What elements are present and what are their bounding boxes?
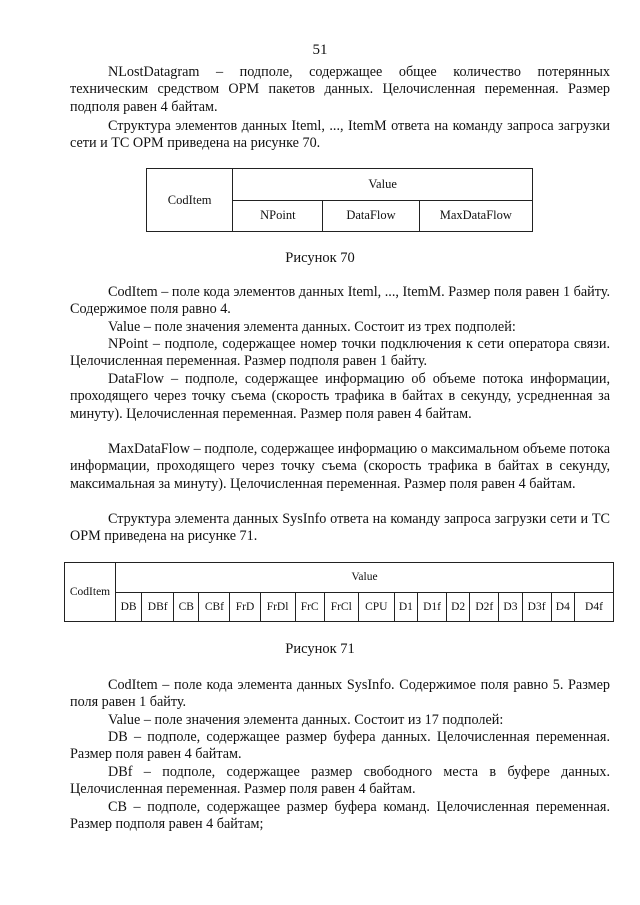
paragraph-structure-70: Структура элементов данных Iteml, ..., ItemM ответа на команду запроса загрузки сети и ТС ОРМ приведена на рисунке 70. (70, 118, 610, 152)
d4f-cell: D4f (575, 592, 614, 622)
frcl-cell: FrCl (324, 592, 358, 622)
paragraph-db: DB – подполе, содержащее размер буфера данных. Целочисленная переменная. Размер поля равен 4 байтам. (70, 729, 610, 763)
db-cell: DB (116, 592, 142, 622)
frc-cell: FrC (295, 592, 324, 622)
paragraph-cb: СВ – подполе, содержащее размер буфера команд. Целочисленная переменная. Размер подполя равен 4 байтам; (70, 799, 610, 833)
d1-cell: D1 (394, 592, 417, 622)
page-number: 51 (312, 42, 328, 58)
cb-cell: CB (174, 592, 199, 622)
d2f-cell: D2f (470, 592, 499, 622)
coditem-cell: CodItem (65, 563, 116, 622)
paragraph-value-71: Value – поле значения элемента данных. Состоит из 17 подполей: (108, 712, 504, 728)
paragraph-dataflow: DataFlow – подполе, содержащее информацию об объеме потока информации, проходящего через точку съема (скорость трафика в байтах в секунду, усредненная за минуту). Целочисленная переменная. Размер поля равен 4 байтам. (70, 371, 610, 422)
d1f-cell: D1f (417, 592, 446, 622)
frd-cell: FrD (230, 592, 260, 622)
paragraph-coditem-70: CodItem – поле кода элементов данных Iteml, ..., ItemM. Размер поля равен 1 байту. Содержимое поля равно 4. (70, 284, 610, 318)
figure-70-caption: Рисунок 70 (285, 250, 355, 266)
d3-cell: D3 (499, 592, 522, 622)
frdl-cell: FrDl (260, 592, 295, 622)
cbf-cell: CBf (199, 592, 230, 622)
value-cell: Value (233, 169, 533, 201)
paragraph-nlostdatagram: NLostDatagram – подполе, содержащее общее количество потерянных техническим средством ОРМ пакетов данных. Целочисленная переменная. Размер подполя равен 4 байтам. (70, 64, 610, 115)
figure-71-table (64, 562, 614, 622)
maxdataflow-cell: MaxDataFlow (419, 200, 532, 232)
paragraph-maxdataflow: MaxDataFlow – подполе, содержащее информацию о максимальном объеме потока информации, проходящего через точку съема (скорость трафика в байтах в секунду, максимальная за минуту). Целочисленная переменная. Размер поля равен 4 байтам. (70, 441, 610, 492)
paragraph-coditem-71: CodItem – поле кода элемента данных SysInfo. Содержимое поля равно 5. Размер поля равен 1 байту. (70, 677, 610, 711)
dbf-cell: DBf (142, 592, 174, 622)
paragraph-npoint: NPoint – подполе, содержащее номер точки подключения к сети оператора связи. Целочисленная переменная. Размер подполя равен 1 байту. (70, 336, 610, 370)
dataflow-cell: DataFlow (323, 200, 419, 232)
paragraph-value-70: Value – поле значения элемента данных. Состоит из трех подполей: (108, 319, 516, 335)
d2-cell: D2 (447, 592, 470, 622)
npoint-cell: NPoint (233, 200, 323, 232)
value-cell: Value (116, 563, 614, 593)
figure-70-table (146, 168, 533, 232)
d3f-cell: D3f (522, 592, 551, 622)
cpu-cell: CPU (358, 592, 394, 622)
figure-71-caption: Рисунок 71 (285, 641, 355, 657)
paragraph-structure-71: Структура элемента данных SysInfo ответа на команду запроса загрузки сети и ТС ОРМ приведена на рисунке 71. (70, 511, 610, 545)
coditem-cell: CodItem (147, 169, 233, 232)
paragraph-dbf: DBf – подполе, содержащее размер свободного места в буфере данных. Целочисленная переменная. Размер поля равен 4 байтам. (70, 764, 610, 798)
d4-cell: D4 (551, 592, 574, 622)
